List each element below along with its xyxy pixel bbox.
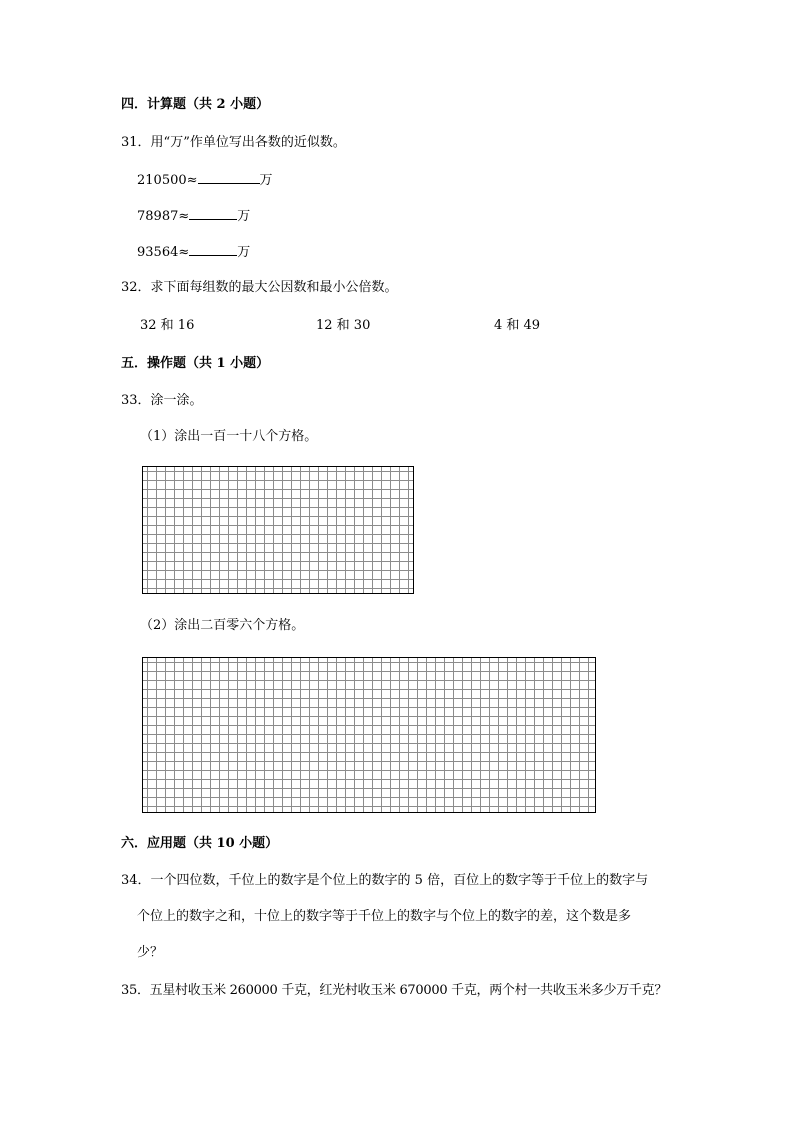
- q32-pair-2: 12 和 30: [316, 318, 371, 333]
- section-5-title: 五．操作题（共 1 小题）: [121, 356, 270, 371]
- q31-item-3-number: 93564≈: [137, 245, 190, 260]
- q33-part-1-label: （1）涂出一百一十八个方格。: [140, 429, 318, 444]
- section-4-title: 四．计算题（共 2 小题）: [121, 97, 270, 112]
- question-31-stem: 31．用“万”作单位写出各数的近似数。: [121, 135, 346, 150]
- q31-answer-blank-2[interactable]: [189, 207, 237, 220]
- q31-item-3: [137, 243, 250, 261]
- question-34-line-2: 个位上的数字之和，十位上的数字等于千位上的数字与个位上的数字的差，这个数是多: [137, 909, 632, 924]
- q33-grid-1-dash-overlay: [143, 467, 413, 593]
- question-32-stem: 32．求下面每组数的最大公因数和最小公倍数。: [121, 280, 398, 295]
- question-34-line-1: 34．一个四位数，千位上的数字是个位上的数字的 5 倍，百位上的数字等于千位上的数字与: [121, 873, 649, 888]
- q33-grid-2[interactable]: [142, 657, 596, 813]
- section-6-title: 六．应用题（共 10 小题）: [121, 836, 279, 851]
- q32-pair-3: 4 和 49: [494, 318, 541, 333]
- q31-item-1-number: 210500≈: [137, 173, 198, 188]
- q31-item-1-unit: 万: [259, 173, 273, 188]
- q33-part-2-label: （2）涂出二百零六个方格。: [140, 618, 305, 633]
- q31-item-3-unit: 万: [237, 245, 251, 260]
- question-35-line-1: 35．五星村收玉米 260000 千克，红光村收玉米 670000 千克，两个村一共收玉米多少万千克？: [121, 983, 668, 998]
- q31-answer-blank-3[interactable]: [189, 243, 237, 256]
- question-33-stem: 33．涂一涂。: [121, 393, 203, 408]
- q31-item-2-unit: 万: [237, 209, 251, 224]
- q32-pair-1: 32 和 16: [140, 318, 195, 333]
- q31-item-2-number: 78987≈: [137, 209, 190, 224]
- q33-grid-2-dash-overlay: [143, 658, 595, 812]
- q31-item-2: [137, 207, 250, 225]
- q31-answer-blank-1[interactable]: [198, 171, 260, 184]
- q31-item-1: [137, 171, 273, 189]
- question-34-line-3: 少？: [137, 945, 164, 960]
- q33-grid-1[interactable]: [142, 466, 414, 594]
